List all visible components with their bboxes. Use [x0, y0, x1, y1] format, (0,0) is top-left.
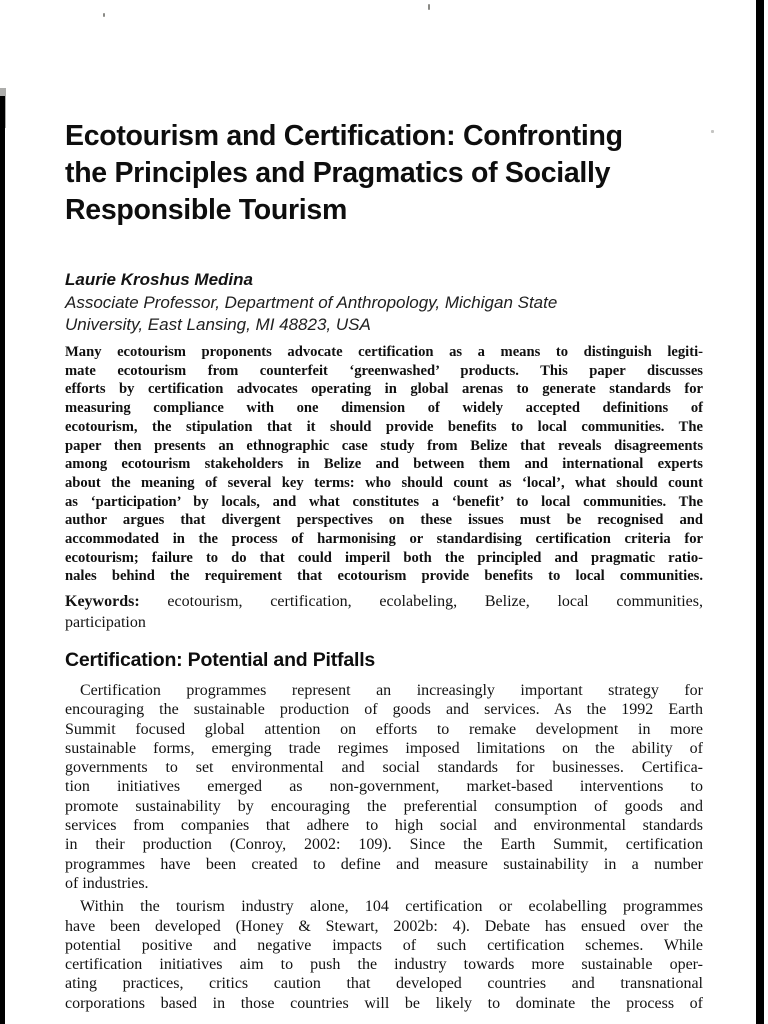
text-line: Summit focused global attention on efforts to remake development in more	[65, 720, 703, 738]
text-line: Responsible Tourism	[65, 194, 347, 226]
text-line: Certification programmes represent an increasingly important strategy for	[80, 682, 703, 699]
text-line: author argues that divergent perspectives on these issues must be recognised and	[65, 512, 703, 529]
text-line: about the meaning of several key terms: who should count as ‘local’, what should count	[65, 474, 703, 491]
text-line: Associate Professor, Department of Anthropology, Michigan State	[65, 293, 558, 312]
text-line: ecotourism; failure to do that could imperil both the principled and pragmatic ratio-	[65, 549, 703, 566]
text-line: among ecotourism stakeholders in Belize and between them and international experts	[65, 456, 703, 473]
keywords-list: ecotourism, certification, ecolabeling, Belize, local communities,	[167, 593, 703, 610]
left-gutter-bar	[0, 96, 5, 1024]
text-line: the Principles and Pragmatics of Socially	[65, 157, 611, 189]
section-heading: Certification: Potential and Pitfalls	[65, 649, 376, 671]
scan-speck	[428, 4, 430, 10]
body-text	[65, 681, 703, 1013]
text-line: ecotourism, the stipulation that it should provide benefits to local communities. The	[65, 418, 703, 435]
article-title	[65, 118, 703, 229]
text-line: in their production (Conroy, 2002: 109). Since the Earth Summit, certification	[65, 836, 703, 854]
paragraph	[65, 897, 703, 1013]
text-line: mate ecotourism from counterfeit ‘greenwashed’ products. This paper discusses	[65, 362, 703, 379]
right-gutter-bar	[756, 0, 764, 1024]
text-line: sustainable forms, emerging trade regimes imposed limitations on the ability of	[65, 739, 703, 757]
keywords-block	[65, 591, 703, 633]
text-line: University, East Lansing, MI 48823, USA	[65, 314, 371, 334]
author-block	[65, 268, 703, 335]
text-line: of industries.	[65, 874, 149, 892]
text-line: corporations based in those countries will be likely to dominate the process of	[65, 994, 703, 1012]
keywords-line	[65, 591, 703, 612]
text-line: as ‘participation’ by locals, and what constitutes a ‘benefit’ to local communities. The	[65, 493, 703, 510]
text-line: tion initiatives emerged as non-government, market-based interventions to	[65, 778, 703, 796]
text-line: governments to set environmental and social standards for businesses. Certifica-	[65, 759, 703, 777]
keywords-continued: participation	[65, 614, 146, 631]
text-line: nales behind the requirement that ecotourism provide benefits to local communities.	[65, 568, 703, 585]
text-line: Within the tourism industry alone, 104 certification or ecolabelling programmes	[80, 898, 703, 916]
text-line: certification initiatives aim to push the industry towards more sustainable oper-	[65, 956, 703, 974]
text-line: programmes have been created to define and measure sustainability in a number	[65, 855, 703, 873]
text-line: encouraging the sustainable production of goods and services. As the 1992 Earth	[65, 701, 703, 719]
scan-speck	[711, 130, 714, 133]
text-line: ating practices, critics caution that developed countries and transnational	[65, 975, 703, 993]
author-affiliation	[65, 292, 703, 335]
text-line: have been developed (Honey & Stewart, 2002b: 4). Debate has ensued over the	[65, 917, 703, 935]
abstract	[65, 343, 703, 586]
text-line: accommodated in the process of harmonising or standardising certification criteria for	[65, 531, 703, 548]
text-line: paper then presents an ethnographic case study from Belize that reveals disagreements	[65, 437, 703, 454]
text-line: Many ecotourism proponents advocate certification as a means to distinguish legiti-	[65, 344, 703, 360]
scan-speck	[103, 13, 105, 17]
keywords-label: Keywords:	[65, 593, 140, 610]
text-line: promote sustainability by encouraging the preferential consumption of goods and	[65, 797, 703, 815]
text-line: measuring compliance with one dimension of widely accepted definitions of	[65, 400, 703, 417]
author-name: Laurie Kroshus Medina	[65, 270, 253, 289]
paragraph	[65, 681, 703, 893]
text-line: services from companies that adhere to high social and environmental standards	[65, 817, 703, 835]
text-line: Ecotourism and Certification: Confronting	[65, 120, 623, 152]
text-line: efforts by certification advocates operating in global arenas to generate standards for	[65, 381, 703, 398]
text-line: potential positive and negative impacts of such certification schemes. While	[65, 936, 703, 954]
